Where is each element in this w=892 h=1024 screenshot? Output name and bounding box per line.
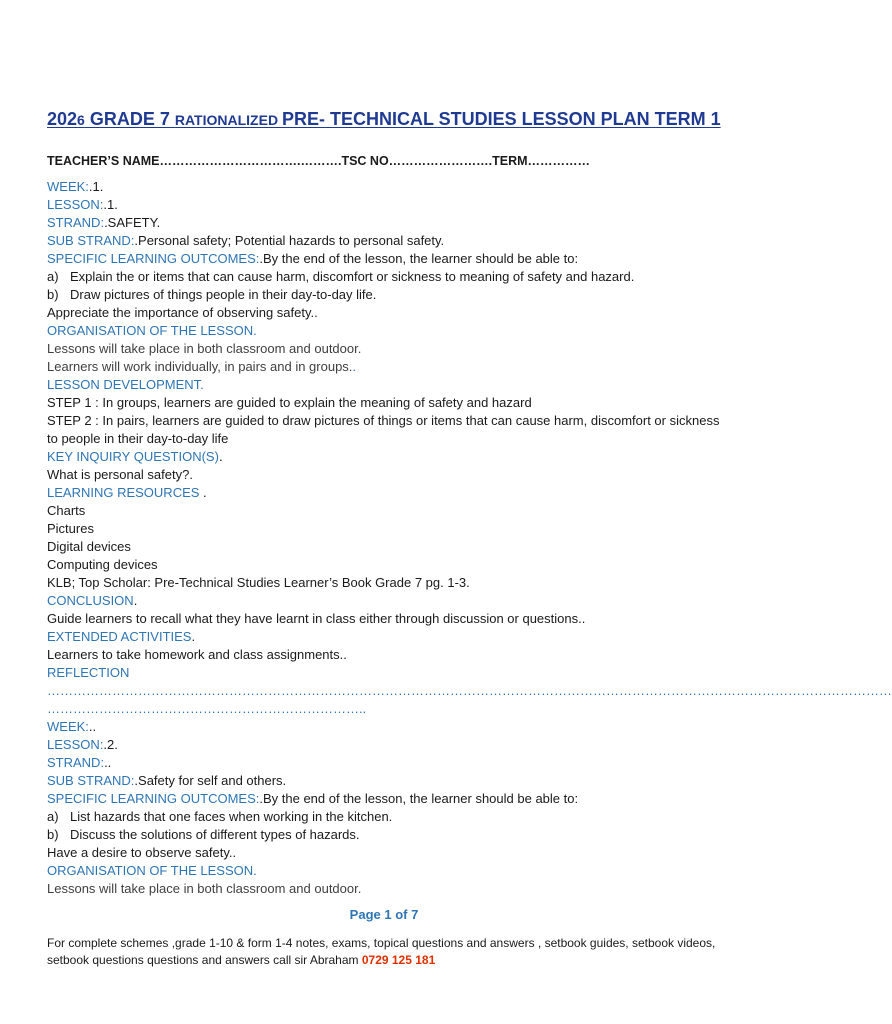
organisation-text: Learners will work individually, in pairs and in groups.. xyxy=(47,359,357,374)
document-title xyxy=(47,108,727,132)
key-inquiry-heading: KEY INQUIRY QUESTION(S). xyxy=(47,449,223,464)
resource-item: Digital devices xyxy=(47,539,131,554)
title-main: PRE- TECHNICAL STUDIES LESSON PLAN TERM 1 xyxy=(281,109,721,129)
lesson-plan-page xyxy=(47,108,892,898)
teacher-line: TEACHER’S NAME…………………………….……….TSC NO…………………….TERM…………… xyxy=(47,154,591,168)
title-year: 202 xyxy=(47,109,78,129)
week-line: WEEK:.. xyxy=(47,719,97,734)
reflection-heading: REFLECTION xyxy=(47,665,130,680)
outcome-attitude: Have a desire to observe safety.. xyxy=(47,845,237,860)
week-line: WEEK:.1. xyxy=(47,179,104,194)
organisation-heading: ORGANISATION OF THE LESSON. xyxy=(47,863,257,878)
learning-outcomes-line: SPECIFIC LEARNING OUTCOMES:.By the end of the lesson, the learner should be able to: xyxy=(47,251,579,266)
resource-item: Charts xyxy=(47,503,86,518)
title-grade: GRADE 7 xyxy=(84,109,175,129)
lesson-line: LESSON:.1. xyxy=(47,197,118,212)
key-inquiry-question: What is personal safety?. xyxy=(47,467,193,482)
lesson-line: LESSON:.2. xyxy=(47,737,118,752)
conclusion-text: Guide learners to recall what they have learnt in class either through discussion or questions.. xyxy=(47,611,586,626)
step-2: STEP 2 : In pairs, learners are guided to draw pictures of things or items that can cause harm, discomfort or sickness to people in their day-to-day life xyxy=(47,413,720,446)
reflection-dots: …………………………………………………………………………………………………………………………………………………………………………… xyxy=(47,683,892,698)
resource-item: Pictures xyxy=(47,521,94,536)
resource-item: KLB; Top Scholar: Pre-Technical Studies Learner’s Book Grade 7 pg. 1-3. xyxy=(47,575,470,590)
learning-resources-heading: LEARNING RESOURCES . xyxy=(47,485,207,500)
strand-line: STRAND:.. xyxy=(47,755,112,770)
footer-phone: 0729 125 181 xyxy=(361,953,436,967)
step-1: STEP 1 : In groups, learners are guided to explain the meaning of safety and hazard xyxy=(47,395,532,410)
sub-strand-line: SUB STRAND:.Personal safety; Potential hazards to personal safety. xyxy=(47,233,445,248)
footer-text: For complete schemes ,grade 1-10 & form 1-4 notes, exams, topical questions and answers , setbook guides, setbook videos, setbook questions questions and answers call sir Abraham xyxy=(47,936,716,967)
sub-strand-line: SUB STRAND:.Safety for self and others. xyxy=(47,773,287,788)
outcome-item: a) Explain the or items that can cause harm, discomfort or sickness to meaning of safety and hazard. xyxy=(47,269,635,284)
outcome-item: a) List hazards that one faces when working in the kitchen. xyxy=(47,809,393,824)
page-number: Page 1 of 7 xyxy=(349,907,419,922)
extended-activities-heading: EXTENDED ACTIVITIES. xyxy=(47,629,196,644)
extended-activities-text: Learners to take homework and class assignments.. xyxy=(47,647,347,662)
conclusion-heading: CONCLUSION. xyxy=(47,593,138,608)
lesson-development-heading: LESSON DEVELOPMENT. xyxy=(47,377,204,392)
resource-item: Computing devices xyxy=(47,557,158,572)
title-year-suffix: 6 xyxy=(77,112,85,128)
title-rationalized: RATIONALIZED xyxy=(174,112,282,128)
organisation-heading: ORGANISATION OF THE LESSON. xyxy=(47,323,257,338)
reflection-dots: ……………………………………………………………….. xyxy=(47,701,367,716)
organisation-text: Lessons will take place in both classroom and outdoor. xyxy=(47,881,362,896)
outcome-item: b) Draw pictures of things people in their day-to-day life. xyxy=(47,287,377,302)
footer-note xyxy=(47,935,737,969)
outcome-attitude: Appreciate the importance of observing safety.. xyxy=(47,305,318,320)
outcome-item: b) Discuss the solutions of different types of hazards. xyxy=(47,827,360,842)
strand-line: STRAND:.SAFETY. xyxy=(47,215,161,230)
learning-outcomes-line: SPECIFIC LEARNING OUTCOMES:.By the end of the lesson, the learner should be able to: xyxy=(47,791,579,806)
organisation-text: Lessons will take place in both classroom and outdoor. xyxy=(47,341,362,356)
